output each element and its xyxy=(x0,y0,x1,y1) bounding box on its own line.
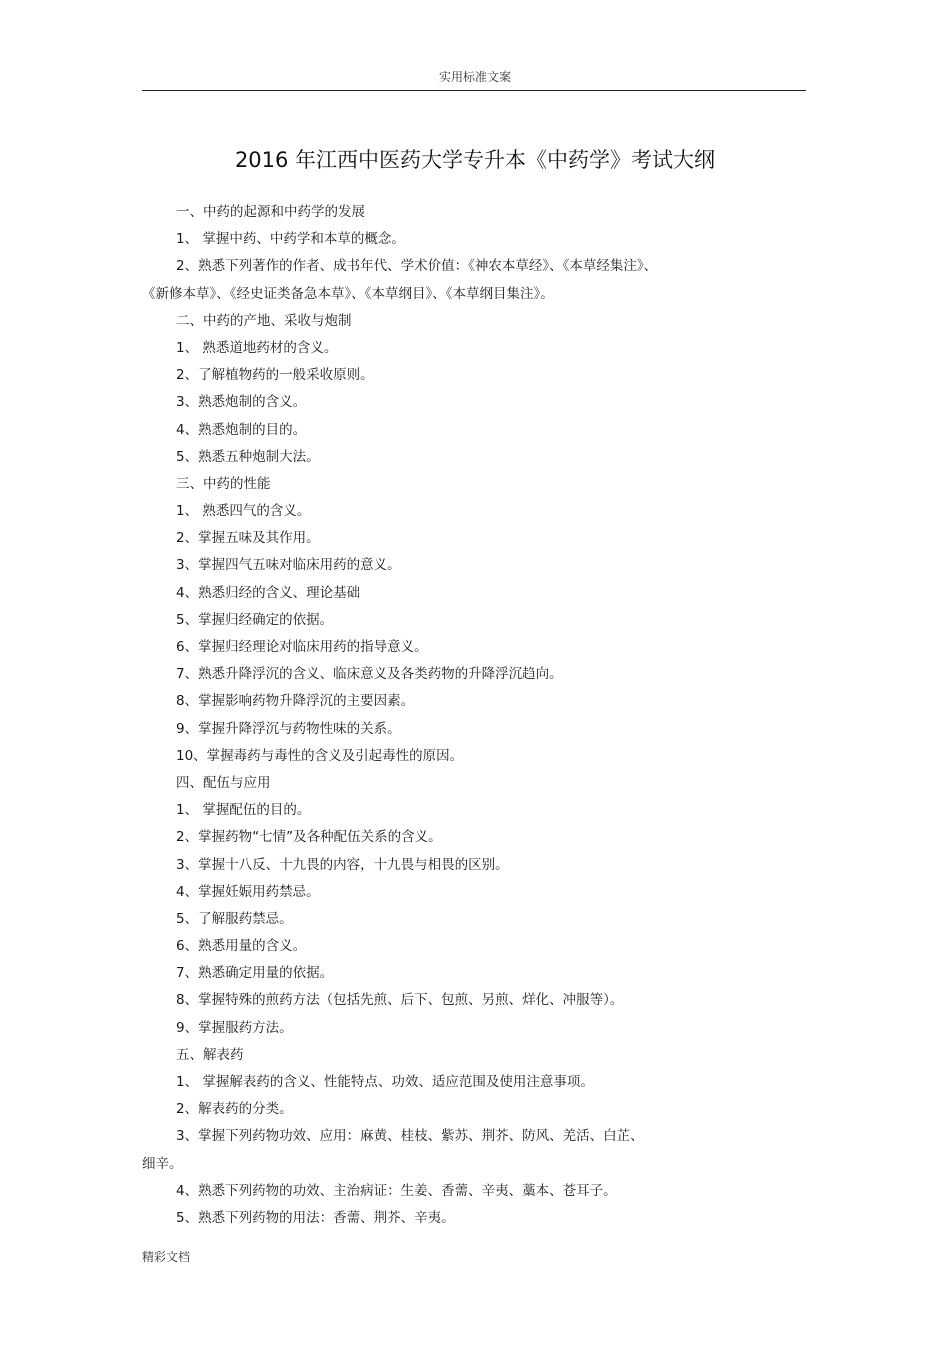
outline-line: 1、 熟悉四气的含义。 xyxy=(176,503,311,520)
outline-line: 3、掌握四气五味对临床用药的意义。 xyxy=(176,557,401,574)
outline-line: 二、中药的产地、采收与炮制 xyxy=(176,312,352,329)
outline-line: 4、熟悉炮制的目的。 xyxy=(176,421,307,438)
outline-line: 1、 熟悉道地药材的含义。 xyxy=(176,339,338,356)
outline-line: 8、掌握影响药物升降浮沉的主要因素。 xyxy=(176,693,415,710)
page-header: 实用标准文案 xyxy=(438,70,511,84)
outline-line: 8、掌握特殊的煎药方法（包括先煎、后下、包煎、另煎、烊化、冲服等）。 xyxy=(176,992,624,1009)
outline-line: 6、熟悉用量的含义。 xyxy=(176,938,307,955)
outline-line: 5、了解服药禁忌。 xyxy=(176,910,293,927)
outline-line: 3、掌握十八反、十九畏的内容，十九畏与相畏的区别。 xyxy=(176,856,509,873)
outline-line: 1、 掌握中药、中药学和本草的概念。 xyxy=(176,231,405,248)
outline-line: 2、了解植物药的一般采收原则。 xyxy=(176,367,374,384)
outline-line: 9、掌握服药方法。 xyxy=(176,1019,293,1036)
outline-line: 5、熟悉五种炮制大法。 xyxy=(176,448,320,465)
outline-line: 一、中药的起源和中药学的发展 xyxy=(176,204,365,220)
outline-line: 1、 掌握解表药的含义、性能特点、功效、适应范围及使用注意事项。 xyxy=(176,1074,594,1090)
outline-line: 7、熟悉确定用量的依据。 xyxy=(176,965,334,982)
outline-line: 4、熟悉归经的含义、理论基础 xyxy=(176,584,361,601)
outline-line: 《新修本草》、《经史证类备急本草》、《本草纲目》、《本草纲目集注》。 xyxy=(142,285,554,302)
syllabus-outline xyxy=(142,199,742,1232)
outline-line: 2、掌握药物“七情”及各种配伍关系的含义。 xyxy=(176,829,442,846)
outline-line: 2、解表药的分类。 xyxy=(176,1101,293,1118)
outline-line: 7、熟悉升降浮沉的含义、临床意义及各类药物的升降浮沉趋向。 xyxy=(176,666,563,683)
outline-line: 4、掌握妊娠用药禁忌。 xyxy=(176,883,320,900)
outline-line: 2、熟悉下列著作的作者、成书年代、学术价值：《神农本草经》、《本草经集注》、 xyxy=(176,258,658,275)
header-divider xyxy=(142,90,806,91)
outline-line: 5、掌握归经确定的依据。 xyxy=(176,611,334,628)
outline-line: 1、 掌握配伍的目的。 xyxy=(176,802,311,819)
outline-line: 细辛。 xyxy=(142,1155,183,1172)
outline-line: 3、熟悉炮制的含义。 xyxy=(176,394,307,411)
outline-line: 五、解表药 xyxy=(176,1046,244,1063)
outline-line: 三、中药的性能 xyxy=(176,475,271,492)
page-footer: 精彩文档 xyxy=(142,1250,191,1264)
outline-line: 9、掌握升降浮沉与药物性味的关系。 xyxy=(176,720,401,737)
outline-line: 2、掌握五味及其作用。 xyxy=(176,530,320,547)
outline-line: 6、掌握归经理论对临床用药的指导意义。 xyxy=(176,639,428,655)
document-title: 2016 年江西中医药大学专升本《中药学》考试大纲 xyxy=(234,148,716,172)
outline-line: 四、配伍与应用 xyxy=(176,774,271,791)
outline-line: 5、熟悉下列药物的用法：香薷、荆芥、辛夷。 xyxy=(176,1209,455,1226)
outline-line: 4、熟悉下列药物的功效、主治病证：生姜、香薷、辛夷、藁本、苍耳子。 xyxy=(176,1182,617,1199)
outline-line: 3、掌握下列药物功效、应用：麻黄、桂枝、紫苏、荆芥、防风、羌活、白芷、 xyxy=(176,1128,644,1145)
outline-line: 10、掌握毒药与毒性的含义及引起毒性的原因。 xyxy=(176,747,464,764)
